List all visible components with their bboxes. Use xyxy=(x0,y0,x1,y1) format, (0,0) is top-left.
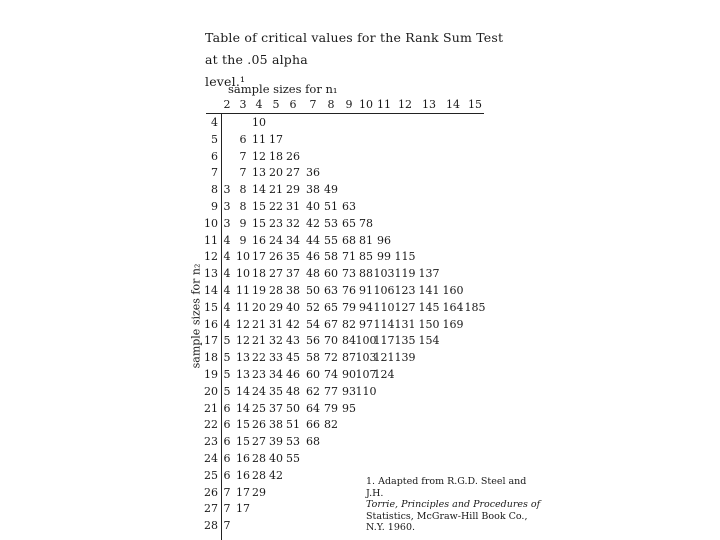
table-cell: 17 xyxy=(236,502,250,516)
table-cell: 18 xyxy=(269,149,283,163)
table-cell: 4 xyxy=(223,267,231,281)
table-cell: 154 xyxy=(418,334,440,348)
table-cell: 84 xyxy=(342,334,356,348)
table-cell: 185 xyxy=(464,300,486,314)
column-header-cell: 3 xyxy=(239,98,247,111)
table-cell: 66 xyxy=(306,418,320,432)
table-cell: 141 xyxy=(418,284,440,297)
column-header-row xyxy=(0,98,720,114)
table-cell: 32 xyxy=(286,216,300,230)
footnote-line-3: Statistics, McGraw-Hill Book Co., xyxy=(366,510,528,522)
table-cell: 4 xyxy=(223,233,231,247)
table-cell: 11 xyxy=(252,132,266,146)
table-row xyxy=(0,385,720,403)
table-cell: 29 xyxy=(286,183,300,197)
table-cell: 117 xyxy=(373,334,395,348)
table-cell: 34 xyxy=(269,368,283,381)
table-cell: 110 xyxy=(355,384,377,398)
table-row xyxy=(0,418,720,436)
table-cell: 110 xyxy=(373,300,395,314)
table-cell: 31 xyxy=(286,200,300,213)
table-cell: 32 xyxy=(269,334,283,348)
table-cell: 91 xyxy=(359,284,373,297)
table-cell: 31 xyxy=(269,317,283,331)
table-row xyxy=(0,267,720,285)
table-cell: 62 xyxy=(306,384,320,398)
column-header-cell: 14 xyxy=(446,98,460,111)
table-cell: 95 xyxy=(342,401,356,415)
table-cell: 7 xyxy=(239,166,247,180)
table-cell: 50 xyxy=(306,284,320,297)
table-cell: 48 xyxy=(286,384,300,398)
table-cell: 76 xyxy=(342,284,356,297)
table-cell: 21 xyxy=(252,334,266,348)
table-cell: 169 xyxy=(442,317,464,331)
table-cell: 7 xyxy=(223,519,231,533)
row-label: 28 xyxy=(204,519,218,533)
table-cell: 96 xyxy=(377,233,391,247)
row-label: 20 xyxy=(204,384,218,398)
table-cell: 63 xyxy=(324,284,338,297)
table-cell: 119 xyxy=(394,267,416,281)
table-row xyxy=(0,351,720,369)
table-cell: 58 xyxy=(306,351,320,365)
table-row xyxy=(0,452,720,470)
table-cell: 34 xyxy=(286,233,300,247)
table-cell: 13 xyxy=(252,166,266,180)
table-cell: 3 xyxy=(223,216,231,230)
table-cell: 87 xyxy=(342,351,356,365)
table-cell: 50 xyxy=(286,401,300,415)
table-cell: 68 xyxy=(306,435,320,449)
table-cell: 45 xyxy=(286,351,300,365)
table-cell: 65 xyxy=(324,300,338,314)
column-header-cell: 10 xyxy=(359,98,373,111)
table-cell: 145 xyxy=(418,300,440,314)
table-cell: 99 xyxy=(377,250,391,264)
table-row xyxy=(0,301,720,319)
table-cell: 35 xyxy=(269,384,283,398)
table-cell: 100 xyxy=(355,334,377,348)
row-label: 26 xyxy=(204,485,218,499)
table-cell: 5 xyxy=(223,368,231,381)
table-cell: 42 xyxy=(269,468,283,482)
table-cell: 7 xyxy=(223,502,231,516)
table-cell: 51 xyxy=(324,200,338,213)
table-row xyxy=(0,250,720,268)
table-cell: 11 xyxy=(236,284,250,297)
table-cell: 49 xyxy=(324,183,338,197)
table-cell: 17 xyxy=(236,485,250,499)
table-cell: 60 xyxy=(306,368,320,381)
table-cell: 139 xyxy=(394,351,416,365)
row-label: 15 xyxy=(204,300,218,314)
table-cell: 103 xyxy=(373,267,395,281)
column-header-cell: 5 xyxy=(272,98,280,111)
title-line-2: level.¹ xyxy=(205,74,246,89)
table-cell: 40 xyxy=(286,300,300,314)
table-cell: 58 xyxy=(324,250,338,264)
table-cell: 6 xyxy=(223,468,231,482)
column-header-cell: 11 xyxy=(377,98,391,111)
table-cell: 17 xyxy=(269,132,283,146)
table-cell: 18 xyxy=(252,267,266,281)
table-cell: 23 xyxy=(252,368,266,381)
column-header-cell: 15 xyxy=(468,98,482,111)
table-cell: 40 xyxy=(269,452,283,465)
table-cell: 16 xyxy=(236,452,250,465)
table-cell: 7 xyxy=(239,149,247,163)
row-label: 23 xyxy=(204,435,218,449)
table-cell: 82 xyxy=(324,418,338,432)
table-cell: 43 xyxy=(286,334,300,348)
table-cell: 60 xyxy=(324,267,338,281)
table-cell: 4 xyxy=(223,250,231,264)
table-cell: 44 xyxy=(306,233,320,247)
table-cell: 12 xyxy=(236,334,250,348)
table-cell: 79 xyxy=(342,300,356,314)
table-row xyxy=(0,284,720,302)
table-cell: 37 xyxy=(269,401,283,415)
table-cell: 70 xyxy=(324,334,338,348)
table-cell: 19 xyxy=(252,284,266,297)
table-cell: 4 xyxy=(223,317,231,331)
row-label: 11 xyxy=(204,233,218,247)
table-cell: 28 xyxy=(269,284,283,297)
table-cell: 46 xyxy=(286,368,300,381)
table-cell: 164 xyxy=(442,300,464,314)
table-cell: 150 xyxy=(418,317,440,331)
table-cell: 3 xyxy=(223,200,231,213)
table-cell: 10 xyxy=(252,116,266,129)
table-cell: 6 xyxy=(223,418,231,432)
table-cell: 10 xyxy=(236,267,250,281)
table-cell: 15 xyxy=(236,418,250,432)
header-divider xyxy=(206,113,484,114)
row-label: 4 xyxy=(211,116,218,129)
table-cell: 13 xyxy=(236,351,250,365)
table-cell: 39 xyxy=(269,435,283,449)
table-cell: 46 xyxy=(306,250,320,264)
table-row xyxy=(0,334,720,352)
table-cell: 28 xyxy=(252,468,266,482)
table-cell: 54 xyxy=(306,317,320,331)
table-cell: 13 xyxy=(236,368,250,381)
table-cell: 38 xyxy=(269,418,283,432)
table-cell: 24 xyxy=(252,384,266,398)
column-header-cell: 7 xyxy=(309,98,317,111)
table-row xyxy=(0,133,720,151)
table-cell: 127 xyxy=(394,300,416,314)
table-row xyxy=(0,502,720,520)
table-cell: 24 xyxy=(269,233,283,247)
table-cell: 106 xyxy=(373,284,395,297)
table-cell: 6 xyxy=(223,435,231,449)
footnote-line-4: N.Y. 1960. xyxy=(366,522,416,533)
table-cell: 135 xyxy=(394,334,416,348)
table-cell: 21 xyxy=(252,317,266,331)
row-label: 25 xyxy=(204,468,218,482)
table-row xyxy=(0,200,720,218)
table-cell: 3 xyxy=(223,183,231,197)
table-cell: 72 xyxy=(324,351,338,365)
table-cell: 22 xyxy=(269,200,283,213)
table-cell: 29 xyxy=(269,300,283,314)
row-label: 24 xyxy=(204,452,218,465)
row-label: 8 xyxy=(211,183,218,197)
table-row xyxy=(0,368,720,386)
table-cell: 65 xyxy=(342,216,356,230)
table-cell: 114 xyxy=(373,317,395,331)
row-label: 17 xyxy=(204,334,218,348)
table-cell: 5 xyxy=(223,351,231,365)
table-cell: 53 xyxy=(324,216,338,230)
table-cell: 14 xyxy=(236,384,250,398)
table-cell: 26 xyxy=(252,418,266,432)
table-cell: 68 xyxy=(342,233,356,247)
table-cell: 9 xyxy=(239,216,247,230)
table-cell: 5 xyxy=(223,384,231,398)
table-cell: 81 xyxy=(359,233,373,247)
table-cell: 14 xyxy=(236,401,250,415)
row-label: 19 xyxy=(204,368,218,381)
row-label: 12 xyxy=(204,250,218,264)
table-cell: 48 xyxy=(306,267,320,281)
table-cell: 131 xyxy=(394,317,416,331)
table-row xyxy=(0,217,720,235)
table-cell: 28 xyxy=(252,452,266,465)
table-cell: 52 xyxy=(306,300,320,314)
table-cell: 16 xyxy=(252,233,266,247)
table-cell: 8 xyxy=(239,183,247,197)
table-cell: 115 xyxy=(394,250,416,264)
table-cell: 85 xyxy=(359,250,373,264)
table-cell: 88 xyxy=(359,267,373,281)
row-label: 13 xyxy=(204,267,218,281)
table-cell: 71 xyxy=(342,250,356,264)
table-row xyxy=(0,486,720,504)
table-cell: 74 xyxy=(324,368,338,381)
row-label: 10 xyxy=(204,216,218,230)
table-cell: 15 xyxy=(252,200,266,213)
column-header-cell: 9 xyxy=(345,98,353,111)
table-cell: 73 xyxy=(342,267,356,281)
footnote-line-1: 1. Adapted from R.G.D. Steel and J.H. xyxy=(366,476,527,499)
column-header-cell: 4 xyxy=(255,98,263,111)
table-cell: 6 xyxy=(223,452,231,465)
table-cell: 53 xyxy=(286,435,300,449)
table-cell: 160 xyxy=(442,284,464,297)
table-cell: 103 xyxy=(355,351,377,365)
table-cell: 20 xyxy=(269,166,283,180)
table-cell: 64 xyxy=(306,401,320,415)
table-cell: 29 xyxy=(252,485,266,499)
row-label: 6 xyxy=(211,149,218,163)
column-header-cell: 6 xyxy=(289,98,297,111)
table-cell: 12 xyxy=(236,317,250,331)
table-cell: 27 xyxy=(269,267,283,281)
table-row xyxy=(0,469,720,487)
table-cell: 51 xyxy=(286,418,300,432)
table-cell: 93 xyxy=(342,384,356,398)
table-row xyxy=(0,318,720,336)
table-cell: 79 xyxy=(324,401,338,415)
row-label: 16 xyxy=(204,317,218,331)
footnote-line-2: Torrie, Principles and Procedures of xyxy=(366,499,541,510)
row-label: 22 xyxy=(204,418,218,432)
table-cell: 55 xyxy=(324,233,338,247)
table-cell: 124 xyxy=(373,368,395,381)
column-header-cell: 12 xyxy=(398,98,412,111)
table-row xyxy=(0,234,720,252)
row-label: 5 xyxy=(211,132,218,146)
table-cell: 97 xyxy=(359,317,373,331)
table-cell: 94 xyxy=(359,300,373,314)
table-row xyxy=(0,166,720,184)
table-cell: 5 xyxy=(223,334,231,348)
table-cell: 17 xyxy=(252,250,266,264)
row-axis-caption: sample sizes for n₂ xyxy=(189,263,203,369)
table-cell: 22 xyxy=(252,351,266,365)
row-label: 7 xyxy=(211,166,218,180)
table-cell: 20 xyxy=(252,300,266,314)
table-cell: 121 xyxy=(373,351,395,365)
table-cell: 33 xyxy=(269,351,283,365)
table-cell: 8 xyxy=(239,200,247,213)
row-label: 9 xyxy=(211,200,218,213)
table-cell: 4 xyxy=(223,284,231,297)
table-cell: 56 xyxy=(306,334,320,348)
column-axis-caption: sample sizes for n₁ xyxy=(228,82,338,96)
table-cell: 27 xyxy=(286,166,300,180)
table-cell: 16 xyxy=(236,468,250,482)
table-cell: 107 xyxy=(355,368,377,381)
table-cell: 15 xyxy=(252,216,266,230)
table-cell: 23 xyxy=(269,216,283,230)
table-cell: 26 xyxy=(286,149,300,163)
column-header-cell: 2 xyxy=(223,98,231,111)
column-header-cell: 8 xyxy=(327,98,335,111)
table-cell: 37 xyxy=(286,267,300,281)
table-cell: 42 xyxy=(306,216,320,230)
table-cell: 55 xyxy=(286,452,300,465)
table-cell: 38 xyxy=(286,284,300,297)
table-row xyxy=(0,435,720,453)
table-cell: 77 xyxy=(324,384,338,398)
table-cell: 67 xyxy=(324,317,338,331)
row-label: 21 xyxy=(204,401,218,415)
table-cell: 26 xyxy=(269,250,283,264)
table-cell: 6 xyxy=(223,401,231,415)
row-label: 14 xyxy=(204,284,218,297)
table-cell: 10 xyxy=(236,250,250,264)
table-cell: 36 xyxy=(306,166,320,180)
table-cell: 90 xyxy=(342,368,356,381)
footnote xyxy=(366,476,546,534)
title-line-1: Table of critical values for the Rank Sum Test at the .05 alpha xyxy=(205,30,504,67)
row-label: 27 xyxy=(204,502,218,516)
table-cell: 11 xyxy=(236,300,250,314)
table-cell: 7 xyxy=(223,485,231,499)
table-cell: 25 xyxy=(252,401,266,415)
row-label: 18 xyxy=(204,351,218,365)
table-row xyxy=(0,183,720,201)
table-cell: 6 xyxy=(239,132,247,146)
table-cell: 4 xyxy=(223,300,231,314)
table-cell: 40 xyxy=(306,200,320,213)
table-cell: 21 xyxy=(269,183,283,197)
table-row xyxy=(0,116,720,134)
table-cell: 38 xyxy=(306,183,320,197)
table-cell: 123 xyxy=(394,284,416,297)
table-cell: 78 xyxy=(359,216,373,230)
table-cell: 9 xyxy=(239,233,247,247)
table-cell: 82 xyxy=(342,317,356,331)
table-row xyxy=(0,150,720,168)
table-cell: 15 xyxy=(236,435,250,449)
table-cell: 63 xyxy=(342,200,356,213)
table-cell: 14 xyxy=(252,183,266,197)
table-row xyxy=(0,402,720,420)
table-cell: 12 xyxy=(252,149,266,163)
table-cell: 27 xyxy=(252,435,266,449)
table-cell: 137 xyxy=(418,267,440,281)
table-row xyxy=(0,519,720,537)
table-cell: 42 xyxy=(286,317,300,331)
table-cell: 35 xyxy=(286,250,300,264)
column-header-cell: 13 xyxy=(422,98,436,111)
